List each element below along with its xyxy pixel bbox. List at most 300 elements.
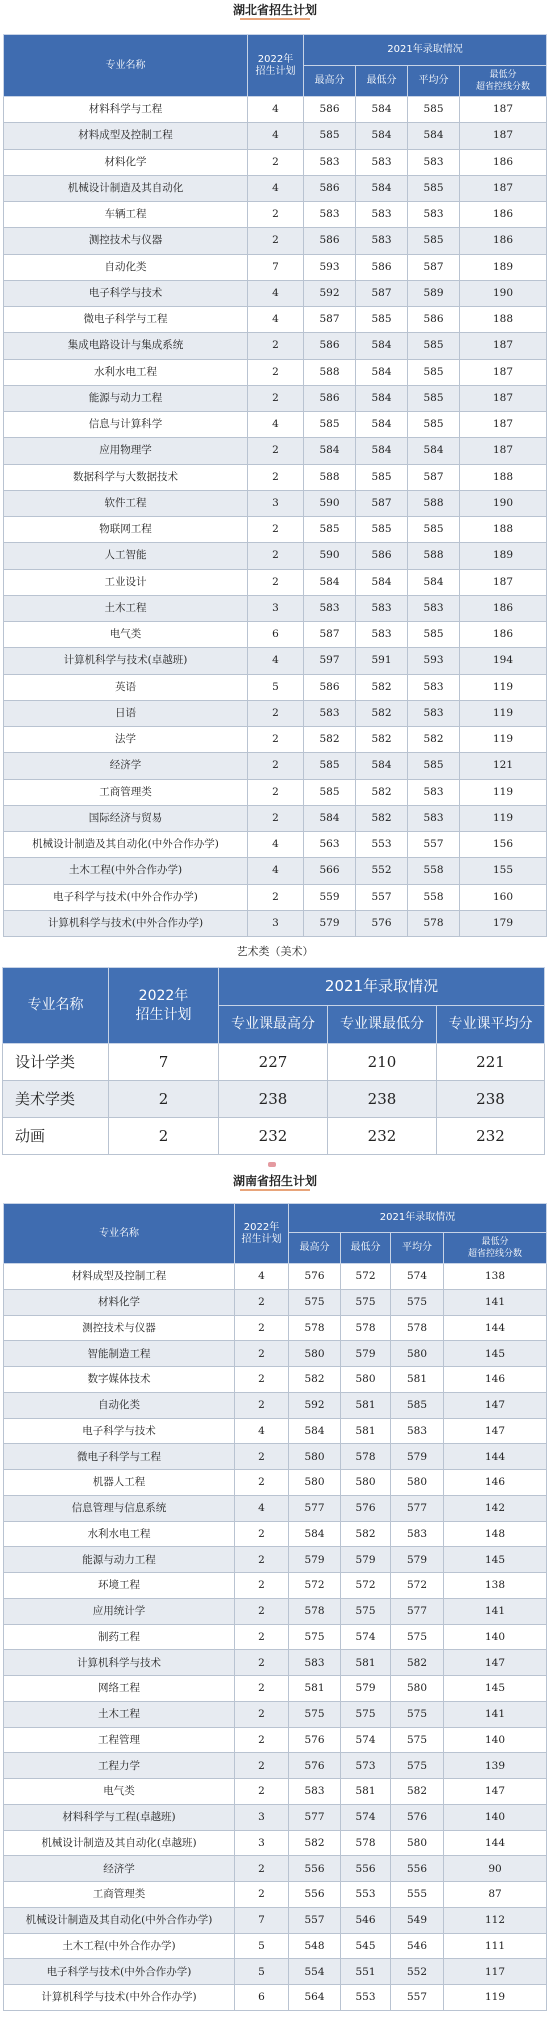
cell-min: 586 [356, 254, 408, 280]
cell-major: 网络工程 [4, 1676, 235, 1702]
cell-avg: 557 [391, 1985, 444, 2011]
cell-min: 551 [341, 1959, 391, 1985]
cell-over: 119 [460, 700, 547, 726]
table-row [4, 1830, 547, 1856]
cell-avg: 585 [408, 97, 460, 123]
cell-max: 590 [304, 490, 356, 516]
cell-plan: 4 [248, 832, 304, 858]
cell-min: 545 [341, 1933, 391, 1959]
cell-avg: 587 [408, 254, 460, 280]
table-row [4, 490, 547, 516]
cell-major: 美术学类 [3, 1081, 109, 1118]
cell-plan: 4 [235, 1495, 289, 1521]
cell-over: 117 [444, 1959, 547, 1985]
cell-avg: 584 [408, 123, 460, 149]
hunan-admission-table [3, 1203, 547, 2011]
header-avg: 平均分 [391, 1233, 444, 1264]
cell-min: 578 [341, 1830, 391, 1856]
cell-over: 187 [460, 97, 547, 123]
cell-plan: 2 [248, 779, 304, 805]
header-group: 2021年录取情况 [304, 35, 547, 66]
table-row [4, 1367, 547, 1393]
table-row [4, 884, 547, 910]
cell-over: 141 [444, 1598, 547, 1624]
cell-major: 设计学类 [3, 1044, 109, 1081]
cell-min: 582 [356, 674, 408, 700]
cell-min: 546 [341, 1907, 391, 1933]
header-max: 最高分 [289, 1233, 341, 1264]
cell-min: 579 [341, 1676, 391, 1702]
cell-min: 587 [356, 490, 408, 516]
table-row [4, 1264, 547, 1290]
cell-major: 人工智能 [4, 543, 248, 569]
cell-major: 计算机科学与技术(卓越班) [4, 648, 248, 674]
cell-max: 597 [304, 648, 356, 674]
cell-max: 584 [304, 438, 356, 464]
header-plan: 2022年 招生计划 [235, 1204, 289, 1264]
cell-over: 141 [444, 1701, 547, 1727]
cell-min: 586 [356, 543, 408, 569]
cell-plan: 2 [235, 1779, 289, 1805]
cell-plan: 2 [235, 1882, 289, 1908]
cell-plan: 3 [235, 1804, 289, 1830]
cell-over: 145 [444, 1341, 547, 1367]
cell-min: 584 [356, 569, 408, 595]
cell-major: 材料成型及控制工程 [4, 1264, 235, 1290]
cell-avg: 232 [437, 1118, 545, 1155]
cell-avg: 580 [391, 1676, 444, 1702]
cell-avg: 583 [408, 202, 460, 228]
header-max: 最高分 [304, 66, 356, 97]
cell-plan: 4 [248, 123, 304, 149]
hunan-title-text: 湖南省招生计划 [232, 1174, 317, 1188]
cell-max: 572 [289, 1573, 341, 1599]
art-header-min: 专业课最低分 [328, 1006, 437, 1044]
art-header-major: 专业名称 [3, 968, 109, 1044]
cell-over: 186 [460, 149, 547, 175]
art-header-avg: 专业课平均分 [437, 1006, 545, 1044]
table-row [4, 333, 547, 359]
cell-plan: 2 [235, 1727, 289, 1753]
cell-max: 554 [289, 1959, 341, 1985]
cell-min: 572 [341, 1573, 391, 1599]
cell-major: 电气类 [4, 622, 248, 648]
cell-max: 587 [304, 307, 356, 333]
cell-major: 材料科学与工程(卓越班) [4, 1804, 235, 1830]
cell-max: 584 [289, 1521, 341, 1547]
cell-over: 138 [444, 1573, 547, 1599]
cell-plan: 2 [235, 1573, 289, 1599]
cell-over: 142 [444, 1495, 547, 1521]
art-table-body [3, 1044, 545, 1155]
cell-plan: 4 [248, 858, 304, 884]
cell-major: 计算机科学与技术(中外合作办学) [4, 910, 248, 936]
cell-max: 588 [304, 359, 356, 385]
cell-plan: 3 [248, 490, 304, 516]
hubei-admission-table [3, 34, 547, 937]
table-row [4, 517, 547, 543]
cell-min: 576 [341, 1495, 391, 1521]
cell-plan: 2 [235, 1444, 289, 1470]
cell-max: 592 [304, 280, 356, 306]
cell-plan: 2 [248, 333, 304, 359]
cell-major: 环境工程 [4, 1573, 235, 1599]
cell-over: 146 [444, 1367, 547, 1393]
cell-over: 186 [460, 595, 547, 621]
cell-min: 582 [341, 1521, 391, 1547]
cell-over: 187 [460, 412, 547, 438]
cell-max: 227 [219, 1044, 328, 1081]
cell-min: 582 [356, 727, 408, 753]
cell-min: 581 [341, 1418, 391, 1444]
cell-min: 238 [328, 1081, 437, 1118]
cell-major: 材料化学 [4, 1289, 235, 1315]
cell-min: 572 [341, 1264, 391, 1290]
cell-plan: 2 [248, 884, 304, 910]
cell-plan: 2 [235, 1470, 289, 1496]
cell-major: 计算机科学与技术(中外合作办学) [4, 1985, 235, 2011]
cell-major: 土木工程(中外合作办学) [4, 858, 248, 884]
cell-plan: 3 [235, 1830, 289, 1856]
cell-plan: 3 [248, 910, 304, 936]
cell-avg: 584 [408, 569, 460, 595]
cell-max: 585 [304, 779, 356, 805]
decorative-mark [268, 1162, 276, 1167]
table-row [4, 805, 547, 831]
cell-major: 工商管理类 [4, 779, 248, 805]
cell-max: 576 [289, 1264, 341, 1290]
cell-major: 英语 [4, 674, 248, 700]
cell-over: 111 [444, 1933, 547, 1959]
cell-major: 材料科学与工程 [4, 97, 248, 123]
table-row [4, 280, 547, 306]
header-group: 2021年录取情况 [289, 1204, 547, 1233]
cell-plan: 2 [235, 1676, 289, 1702]
cell-avg: 558 [408, 858, 460, 884]
cell-max: 556 [289, 1856, 341, 1882]
cell-over: 147 [444, 1418, 547, 1444]
cell-major: 电子科学与技术 [4, 1418, 235, 1444]
cell-over: 90 [444, 1856, 547, 1882]
header-min: 最低分 [341, 1233, 391, 1264]
cell-min: 579 [341, 1341, 391, 1367]
cell-over: 145 [444, 1676, 547, 1702]
cell-max: 232 [219, 1118, 328, 1155]
cell-major: 电子科学与技术(中外合作办学) [4, 884, 248, 910]
cell-min: 591 [356, 648, 408, 674]
cell-max: 583 [304, 700, 356, 726]
table-row [4, 412, 547, 438]
cell-avg: 558 [408, 884, 460, 910]
cell-min: 584 [356, 359, 408, 385]
cell-over: 119 [460, 779, 547, 805]
cell-major: 土木工程 [4, 1701, 235, 1727]
cell-major: 智能制造工程 [4, 1341, 235, 1367]
cell-max: 563 [304, 832, 356, 858]
cell-over: 138 [444, 1264, 547, 1290]
cell-major: 数字媒体技术 [4, 1367, 235, 1393]
cell-plan: 5 [235, 1959, 289, 1985]
cell-major: 数据科学与大数据技术 [4, 464, 248, 490]
cell-max: 238 [219, 1081, 328, 1118]
cell-avg: 585 [391, 1392, 444, 1418]
cell-over: 112 [444, 1907, 547, 1933]
cell-avg: 583 [391, 1521, 444, 1547]
cell-major: 制药工程 [4, 1624, 235, 1650]
cell-max: 584 [289, 1418, 341, 1444]
cell-over: 144 [444, 1444, 547, 1470]
cell-min: 583 [356, 595, 408, 621]
cell-avg: 576 [391, 1804, 444, 1830]
cell-max: 557 [289, 1907, 341, 1933]
cell-avg: 580 [391, 1341, 444, 1367]
cell-major: 土木工程(中外合作办学) [4, 1933, 235, 1959]
table-row [4, 254, 547, 280]
cell-avg: 221 [437, 1044, 545, 1081]
table-row [4, 1985, 547, 2011]
table-row [4, 595, 547, 621]
table-row [4, 1444, 547, 1470]
table-row [4, 1547, 547, 1573]
cell-plan: 2 [235, 1624, 289, 1650]
table-row [4, 1959, 547, 1985]
cell-plan: 4 [248, 175, 304, 201]
cell-avg: 583 [408, 595, 460, 621]
cell-over: 119 [460, 727, 547, 753]
cell-max: 579 [304, 910, 356, 936]
cell-avg: 593 [408, 648, 460, 674]
hubei-title-text: 湖北省招生计划 [232, 3, 317, 17]
table-row [4, 700, 547, 726]
cell-plan: 2 [248, 543, 304, 569]
cell-avg: 583 [408, 149, 460, 175]
cell-min: 582 [356, 700, 408, 726]
cell-over: 119 [460, 674, 547, 700]
cell-max: 583 [304, 202, 356, 228]
cell-min: 583 [356, 228, 408, 254]
cell-max: 583 [289, 1650, 341, 1676]
cell-min: 580 [341, 1367, 391, 1393]
cell-min: 579 [341, 1547, 391, 1573]
cell-plan: 3 [248, 595, 304, 621]
cell-min: 582 [356, 805, 408, 831]
cell-plan: 2 [248, 727, 304, 753]
table-row [4, 858, 547, 884]
cell-max: 592 [289, 1392, 341, 1418]
cell-avg: 552 [391, 1959, 444, 1985]
cell-plan: 4 [248, 307, 304, 333]
cell-max: 575 [289, 1624, 341, 1650]
cell-min: 584 [356, 333, 408, 359]
cell-max: 576 [289, 1753, 341, 1779]
cell-over: 147 [444, 1779, 547, 1805]
table-row [4, 1392, 547, 1418]
cell-avg: 575 [391, 1624, 444, 1650]
cell-plan: 4 [248, 412, 304, 438]
cell-over: 194 [460, 648, 547, 674]
table-row [4, 202, 547, 228]
table-row [4, 1907, 547, 1933]
art-header-max: 专业课最高分 [219, 1006, 328, 1044]
table-row [4, 1701, 547, 1727]
cell-over: 190 [460, 280, 547, 306]
cell-max: 575 [289, 1289, 341, 1315]
cell-max: 582 [304, 727, 356, 753]
cell-max: 583 [304, 149, 356, 175]
cell-over: 148 [444, 1521, 547, 1547]
table-row [4, 1470, 547, 1496]
cell-min: 581 [341, 1392, 391, 1418]
cell-min: 575 [341, 1701, 391, 1727]
cell-avg: 583 [408, 805, 460, 831]
cell-major: 能源与动力工程 [4, 385, 248, 411]
cell-max: 585 [304, 412, 356, 438]
cell-max: 584 [304, 805, 356, 831]
cell-over: 140 [444, 1624, 547, 1650]
header-avg: 平均分 [408, 66, 460, 97]
cell-major: 应用统计学 [4, 1598, 235, 1624]
table-row [3, 1044, 545, 1081]
cell-plan: 5 [248, 674, 304, 700]
separator [0, 1155, 550, 1171]
cell-major: 机械设计制造及其自动化 [4, 175, 248, 201]
hubei-table-body [4, 97, 547, 937]
table-row [4, 753, 547, 779]
cell-major: 物联网工程 [4, 517, 248, 543]
cell-max: 585 [304, 123, 356, 149]
cell-avg: 585 [408, 333, 460, 359]
table-row [4, 149, 547, 175]
cell-max: 583 [304, 595, 356, 621]
cell-min: 573 [341, 1753, 391, 1779]
header-plan: 2022年 招生计划 [248, 35, 304, 97]
cell-over: 156 [460, 832, 547, 858]
cell-min: 553 [341, 1882, 391, 1908]
cell-max: 586 [304, 228, 356, 254]
cell-min: 583 [356, 149, 408, 175]
cell-plan: 2 [248, 438, 304, 464]
cell-plan: 2 [248, 385, 304, 411]
cell-max: 587 [304, 622, 356, 648]
cell-over: 187 [460, 175, 547, 201]
cell-min: 575 [341, 1289, 391, 1315]
cell-major: 经济学 [4, 753, 248, 779]
cell-major: 工程力学 [4, 1753, 235, 1779]
cell-min: 578 [341, 1315, 391, 1341]
cell-plan: 5 [235, 1933, 289, 1959]
cell-min: 587 [356, 280, 408, 306]
table-row [4, 123, 547, 149]
cell-over: 147 [444, 1392, 547, 1418]
cell-plan: 2 [235, 1547, 289, 1573]
cell-major: 电子科学与技术(中外合作办学) [4, 1959, 235, 1985]
art-section-title: 艺术类（美术） [236, 945, 314, 958]
cell-max: 586 [304, 674, 356, 700]
cell-major: 日语 [4, 700, 248, 726]
cell-max: 583 [289, 1779, 341, 1805]
cell-avg: 583 [391, 1418, 444, 1444]
cell-plan: 2 [235, 1367, 289, 1393]
cell-over: 187 [460, 123, 547, 149]
table-row [4, 1521, 547, 1547]
cell-over: 187 [460, 438, 547, 464]
cell-avg: 585 [408, 359, 460, 385]
cell-plan: 2 [248, 569, 304, 595]
cell-major: 电气类 [4, 1779, 235, 1805]
cell-avg: 582 [391, 1650, 444, 1676]
cell-min: 574 [341, 1804, 391, 1830]
cell-max: 582 [289, 1830, 341, 1856]
cell-plan: 2 [248, 805, 304, 831]
cell-plan: 2 [248, 700, 304, 726]
table-row [4, 464, 547, 490]
cell-avg: 575 [391, 1727, 444, 1753]
cell-min: 575 [341, 1598, 391, 1624]
cell-avg: 589 [408, 280, 460, 306]
cell-over: 160 [460, 884, 547, 910]
cell-over: 147 [444, 1650, 547, 1676]
table-row [4, 1856, 547, 1882]
cell-plan: 2 [235, 1289, 289, 1315]
cell-major: 应用物理学 [4, 438, 248, 464]
cell-plan: 2 [235, 1856, 289, 1882]
cell-over: 145 [444, 1547, 547, 1573]
cell-max: 580 [289, 1341, 341, 1367]
cell-major: 机械设计制造及其自动化(卓越班) [4, 1830, 235, 1856]
cell-min: 585 [356, 307, 408, 333]
cell-max: 577 [289, 1495, 341, 1521]
cell-max: 580 [289, 1470, 341, 1496]
cell-min: 574 [341, 1624, 391, 1650]
cell-over: 189 [460, 543, 547, 569]
cell-max: 559 [304, 884, 356, 910]
cell-major: 工业设计 [4, 569, 248, 595]
table-row [4, 1495, 547, 1521]
cell-major: 测控技术与仪器 [4, 228, 248, 254]
table-row [4, 1624, 547, 1650]
cell-major: 动画 [3, 1118, 109, 1155]
header-over: 最低分 超省控线分数 [444, 1233, 547, 1264]
cell-min: 584 [356, 753, 408, 779]
table-row [4, 1289, 547, 1315]
cell-plan: 2 [248, 149, 304, 175]
cell-avg: 585 [408, 412, 460, 438]
cell-plan: 2 [235, 1521, 289, 1547]
cell-max: 586 [304, 333, 356, 359]
art-admission-table [2, 967, 545, 1155]
table-row [4, 622, 547, 648]
cell-over: 187 [460, 385, 547, 411]
cell-major: 土木工程 [4, 595, 248, 621]
cell-plan: 2 [248, 228, 304, 254]
cell-plan: 2 [235, 1392, 289, 1418]
cell-min: 581 [341, 1779, 391, 1805]
cell-max: 586 [304, 175, 356, 201]
cell-avg: 575 [391, 1289, 444, 1315]
cell-over: 146 [444, 1470, 547, 1496]
cell-over: 188 [460, 464, 547, 490]
cell-over: 188 [460, 517, 547, 543]
cell-major: 微电子科学与工程 [4, 307, 248, 333]
cell-max: 585 [304, 517, 356, 543]
table-row [4, 1418, 547, 1444]
cell-plan: 6 [235, 1985, 289, 2011]
cell-over: 186 [460, 622, 547, 648]
hunan-table-body [4, 1264, 547, 2011]
cell-max: 577 [289, 1804, 341, 1830]
cell-over: 179 [460, 910, 547, 936]
cell-major: 计算机科学与技术 [4, 1650, 235, 1676]
